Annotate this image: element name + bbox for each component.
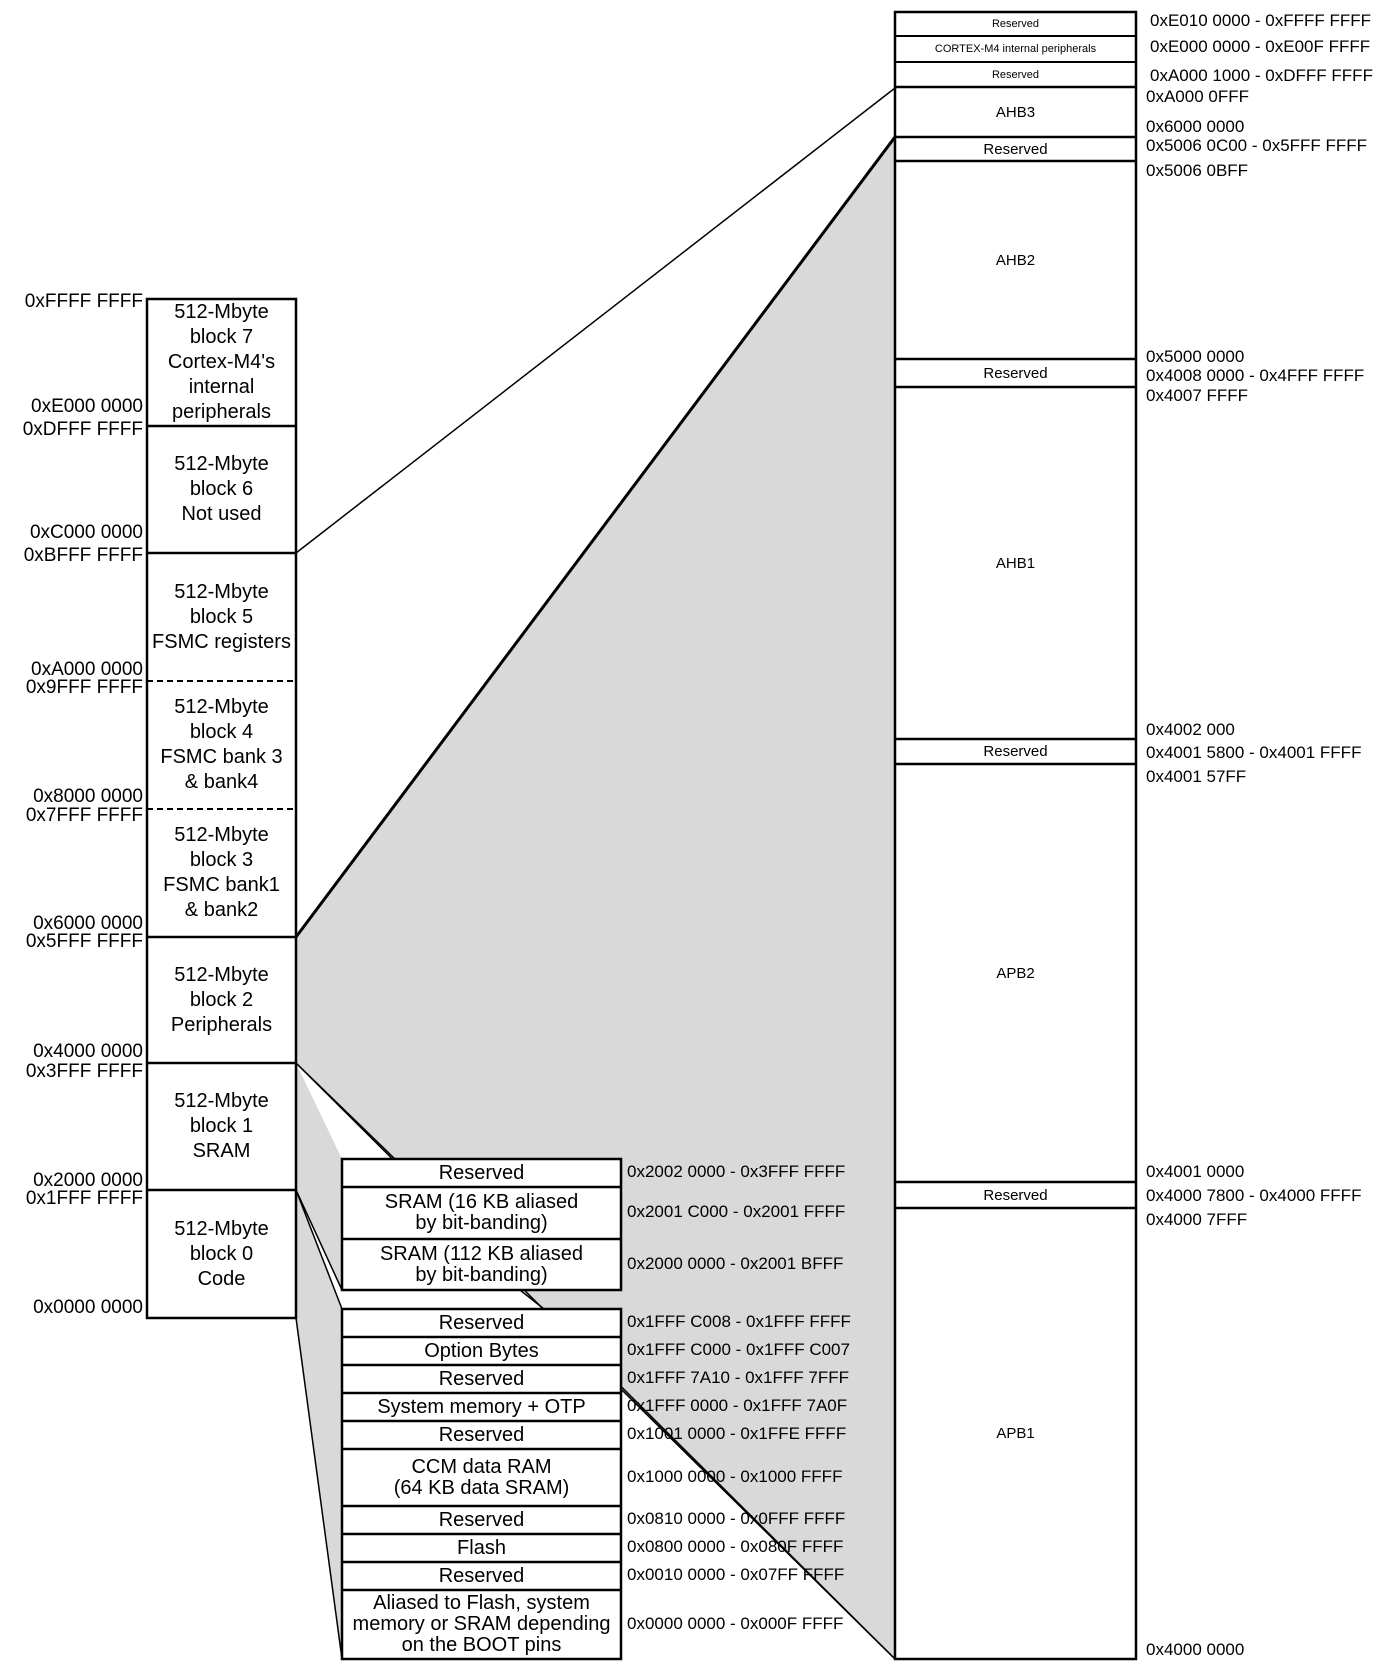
- memory-block-4: [147, 681, 296, 809]
- code-region-address: 0x0000 0000 - 0x000F FFFF: [627, 1613, 844, 1633]
- peripheral-address-label: 0x4001 0000: [1146, 1162, 1245, 1181]
- memory-block-3: [147, 809, 296, 937]
- sram-region-address: 0x2002 0000 - 0x3FFF FFFF: [627, 1162, 846, 1181]
- code-region-address: 0x1FFF C000 - 0x1FFF C007: [627, 1340, 850, 1359]
- peripheral-address-label: 0x4008 0000 - 0x4FFF FFFF: [1146, 366, 1365, 385]
- memory-block-label-line: block 3: [189, 849, 254, 871]
- memory-block-label-line: FSMC registers: [152, 630, 291, 653]
- peripheral-address-label: 0xA000 1000 - 0xDFFF FFFF: [1150, 66, 1373, 85]
- main-address-label: 0x1FFF FFFF: [25, 1188, 143, 1209]
- memory-block-label-line: Code: [197, 1267, 246, 1290]
- peripheral-region-cell: Reserved: [991, 68, 1040, 81]
- code-region-cell: Option Bytes: [424, 1339, 539, 1362]
- code-region-cell: Reserved: [438, 1367, 525, 1390]
- code-region-address: 0x0010 0000 - 0x07FF FFFF: [627, 1565, 845, 1584]
- peripheral-address-label: 0xE010 0000 - 0xFFFF FFFF: [1150, 11, 1372, 30]
- peripheral-region-cell: CORTEX-M4 internal peripherals: [934, 43, 1097, 55]
- peripheral-address-label: 0x5006 0BFF: [1146, 161, 1249, 180]
- sram-region-cell: SRAM (16 KB aliased by bit-banding): [384, 1191, 579, 1234]
- peripheral-address-label: 0x4001 57FF: [1146, 767, 1247, 786]
- main-address-label: 0x3FFF FFFF: [25, 1061, 143, 1082]
- code-region-address: 0x1FFF 0000 - 0x1FFF 7A0F: [627, 1396, 848, 1415]
- memory-block-label-line: Peripherals: [170, 1013, 273, 1036]
- code-region-address: 0x1001 0000 - 0x1FFE FFFF: [627, 1424, 847, 1443]
- code-region-cell: Aliased to Flash, system memory or SRAM depending on the BOOT pins: [352, 1592, 611, 1656]
- memory-block-2: [147, 937, 296, 1063]
- memory-block-0: [147, 1190, 296, 1318]
- sram-region-address: 0x2000 0000 - 0x2001 BFFF: [627, 1253, 844, 1273]
- code-region-cell: Reserved: [438, 1311, 525, 1334]
- memory-block-label-line: 512-Mbyte: [174, 696, 269, 718]
- code-region-address: 0x1FFF 7A10 - 0x1FFF 7FFF: [627, 1368, 849, 1387]
- peripheral-region-cell: APB1: [996, 1425, 1035, 1442]
- memory-block-5: [147, 553, 296, 681]
- sram-region-cell: Reserved: [438, 1161, 525, 1184]
- memory-block-label-line: Cortex-M4's: [167, 351, 276, 373]
- memory-block-7: [147, 299, 296, 426]
- code-region-address: 0x0810 0000 - 0x0FFF FFFF: [627, 1509, 846, 1528]
- code-region-cell: System memory + OTP: [377, 1395, 586, 1418]
- main-address-label: 0xE000 0000: [31, 396, 143, 417]
- memory-block-label-line: internal: [188, 376, 255, 398]
- peripheral-address-label: 0x4000 0000: [1146, 1640, 1245, 1659]
- main-address-label: 0x5FFF FFFF: [25, 931, 143, 952]
- memory-block-label-line: 512-Mbyte: [174, 1217, 269, 1240]
- peripheral-region-cell: Reserved: [983, 1186, 1048, 1204]
- sram-region-address: 0x2001 C000 - 0x2001 FFFF: [627, 1202, 846, 1221]
- peripheral-address-label: 0x5000 0000: [1146, 347, 1245, 366]
- memory-block-label-line: & bank4: [184, 771, 259, 793]
- main-address-label: 0x7FFF FFFF: [25, 805, 143, 826]
- peripheral-address-label: 0xA000 0FFF: [1146, 87, 1249, 106]
- memory-block-label-line: block 1: [189, 1115, 254, 1137]
- memory-block-label-line: block 0: [189, 1242, 254, 1265]
- peripheral-address-label: 0x4000 7800 - 0x4000 FFFF: [1146, 1186, 1362, 1205]
- memory-block-label-line: block 7: [189, 326, 254, 348]
- memory-block-6: [147, 426, 296, 553]
- memory-block-label-line: peripherals: [172, 401, 271, 423]
- peripheral-address-label: 0x6000 0000: [1146, 117, 1245, 136]
- peripheral-region-cell: Reserved: [983, 140, 1048, 158]
- code-region-address: 0x1FFF C008 - 0x1FFF FFFF: [627, 1312, 851, 1331]
- memory-block-label-line: FSMC bank 3: [160, 746, 283, 768]
- peripheral-address-label: 0x4001 5800 - 0x4001 FFFF: [1146, 743, 1362, 762]
- sram-region-cell: SRAM (112 KB aliased by bit-banding): [379, 1242, 584, 1286]
- main-address-label: 0xDFFF FFFF: [22, 419, 143, 440]
- memory-block-label-line: block 6: [189, 478, 254, 500]
- peripheral-region-cell: Reserved: [991, 18, 1040, 30]
- peripheral-address-label: 0x4002 000: [1146, 720, 1235, 739]
- code-region-cell: Reserved: [438, 1564, 525, 1587]
- memory-block-label-line: 512-Mbyte: [174, 824, 269, 846]
- memory-block-label-line: block 2: [189, 988, 254, 1011]
- peripheral-address-label: 0x4000 7FFF: [1146, 1210, 1248, 1229]
- memory-block-label-line: & bank2: [184, 899, 259, 921]
- memory-block-label-line: 512-Mbyte: [174, 453, 269, 475]
- main-address-label: 0xFFFF FFFF: [24, 291, 143, 312]
- peripheral-region-cell: Reserved: [983, 364, 1048, 382]
- main-address-label: 0x2000 0000: [33, 1170, 143, 1191]
- memory-block-label-line: 512-Mbyte: [174, 963, 269, 986]
- code-region-address: 0x1000 0000 - 0x1000 FFFF: [627, 1466, 843, 1486]
- peripheral-region-cell: AHB3: [995, 103, 1036, 121]
- main-address-label: 0x6000 0000: [33, 913, 143, 934]
- code-region-cell: CCM data RAM (64 KB data SRAM): [393, 1455, 570, 1499]
- main-address-label: 0xBFFF FFFF: [23, 545, 143, 566]
- memory-block-label-line: block 5: [189, 605, 254, 628]
- memory-block-label-line: 512-Mbyte: [174, 580, 269, 603]
- main-address-label: 0x4000 0000: [33, 1041, 143, 1062]
- peripheral-region-cell: AHB2: [995, 251, 1036, 269]
- code-region-address: 0x0800 0000 - 0x080F FFFF: [627, 1537, 844, 1556]
- memory-block-label-line: block 4: [189, 721, 254, 743]
- peripheral-region-cell: APB2: [996, 964, 1035, 982]
- memory-block-1: [147, 1063, 296, 1190]
- code-region-cell: Flash: [457, 1536, 506, 1559]
- peripheral-region-cell: AHB1: [995, 554, 1036, 572]
- main-address-label: 0xC000 0000: [29, 522, 143, 543]
- memory-block-label-line: Not used: [181, 503, 262, 525]
- peripheral-region-cell: Reserved: [983, 743, 1048, 760]
- code-region-cell: Reserved: [438, 1508, 525, 1531]
- main-address-label: 0xA000 0000: [31, 659, 143, 680]
- peripheral-address-label: 0xE000 0000 - 0xE00F FFFF: [1150, 37, 1371, 56]
- code-region-cell: Reserved: [438, 1423, 525, 1446]
- memory-block-label-line: FSMC bank1: [163, 874, 280, 896]
- memory-block-label-line: 512-Mbyte: [174, 301, 269, 323]
- main-address-label: 0x0000 0000: [33, 1297, 143, 1318]
- peripheral-address-label: 0x5006 0C00 - 0x5FFF FFFF: [1146, 136, 1368, 155]
- main-address-label: 0x9FFF FFFF: [25, 677, 143, 698]
- main-address-label: 0x8000 0000: [33, 786, 143, 807]
- memory-block-label-line: SRAM: [192, 1140, 251, 1162]
- peripheral-address-label: 0x4007 FFFF: [1146, 386, 1249, 405]
- memory-block-label-line: 512-Mbyte: [174, 1090, 269, 1112]
